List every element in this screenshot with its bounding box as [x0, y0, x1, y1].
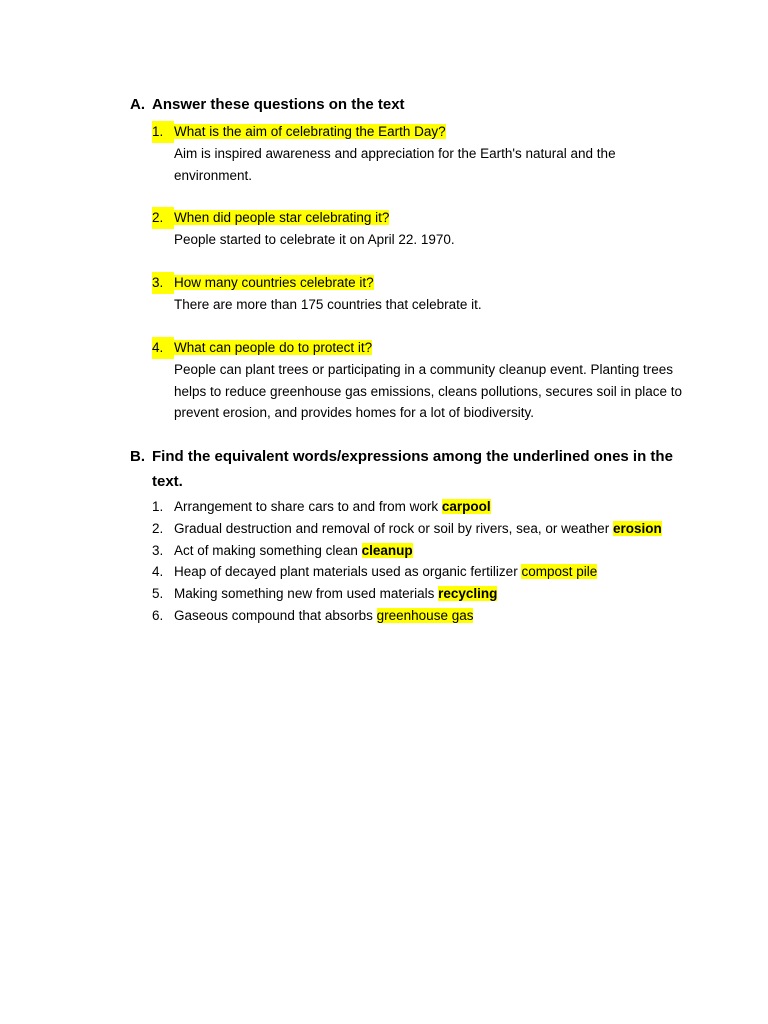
definition-text: Gradual destruction and removal of rock or soil by rivers, sea, or weather: [174, 520, 613, 536]
definition-text: Making something new from used materials: [174, 586, 439, 602]
question-number: 1.: [152, 121, 174, 143]
section-b-heading: [130, 444, 690, 494]
section-a-heading: [130, 92, 690, 117]
question-item-1: [152, 121, 690, 186]
answer-word: erosion: [612, 520, 662, 536]
item-number: 5.: [152, 586, 164, 602]
section-b-letter: B.: [130, 448, 145, 465]
vocabulary-item-2: [152, 518, 690, 540]
question-item-2: [152, 207, 690, 251]
vocabulary-item-3: [152, 540, 690, 562]
vocabulary-list: [152, 496, 690, 627]
definition-text: Gaseous compound that absorbs: [174, 607, 377, 623]
item-number: 1.: [152, 499, 164, 514]
definition-text: Act of making something clean: [174, 542, 362, 558]
question-text: How many countries celebrate it?: [174, 275, 374, 291]
item-number: 3.: [152, 542, 164, 558]
question-text: What can people do to protect it?: [174, 339, 373, 355]
definition-text: Heap of decayed plant materials used as organic fertilizer: [174, 564, 522, 580]
question-number: 3.: [152, 272, 174, 294]
section-a: [130, 92, 690, 424]
definition-text: Arrangement to share cars to and from work: [174, 499, 442, 514]
answer-text: Aim is inspired awareness and appreciation for the Earth's natural and the environment.: [174, 146, 616, 183]
answer-text: People started to celebrate it on April 22. 1970.: [174, 232, 455, 248]
vocabulary-item-4: [152, 561, 690, 583]
section-a-title: Answer these questions on the text: [152, 96, 405, 113]
answer-word: recycling: [438, 586, 498, 602]
answer-text: There are more than 175 countries that celebrate it.: [174, 297, 482, 313]
question-item-3: [152, 272, 690, 316]
answer-word: cleanup: [361, 542, 413, 558]
answer-word: compost pile: [521, 564, 598, 580]
item-number: 6.: [152, 607, 164, 623]
question-number: 2.: [152, 207, 174, 229]
section-b: [130, 444, 690, 627]
answer-word: carpool: [441, 499, 491, 514]
vocabulary-item-6: [152, 605, 690, 627]
answer-text: People can plant trees or participating in a community cleanup event. Planting trees helps to reduce greenhouse gas emissions, cleans pollutions, secures soil in place to prevent erosion, and provides homes for a lot of biodiversity.: [174, 361, 683, 421]
question-text: What is the aim of celebrating the Earth Day?: [174, 124, 446, 139]
answer-word: greenhouse gas: [376, 607, 474, 623]
question-list: [152, 121, 690, 424]
question-item-4: [152, 337, 690, 424]
section-a-letter: A.: [130, 96, 145, 113]
vocabulary-item-5: [152, 583, 690, 605]
vocabulary-item-1: [152, 496, 690, 518]
item-number: 2.: [152, 520, 164, 536]
question-number: 4.: [152, 337, 174, 359]
item-number: 4.: [152, 564, 164, 580]
section-b-title: Find the equivalent words/expressions among the underlined ones in the text.: [152, 448, 673, 490]
question-text: When did people star celebrating it?: [174, 210, 390, 226]
